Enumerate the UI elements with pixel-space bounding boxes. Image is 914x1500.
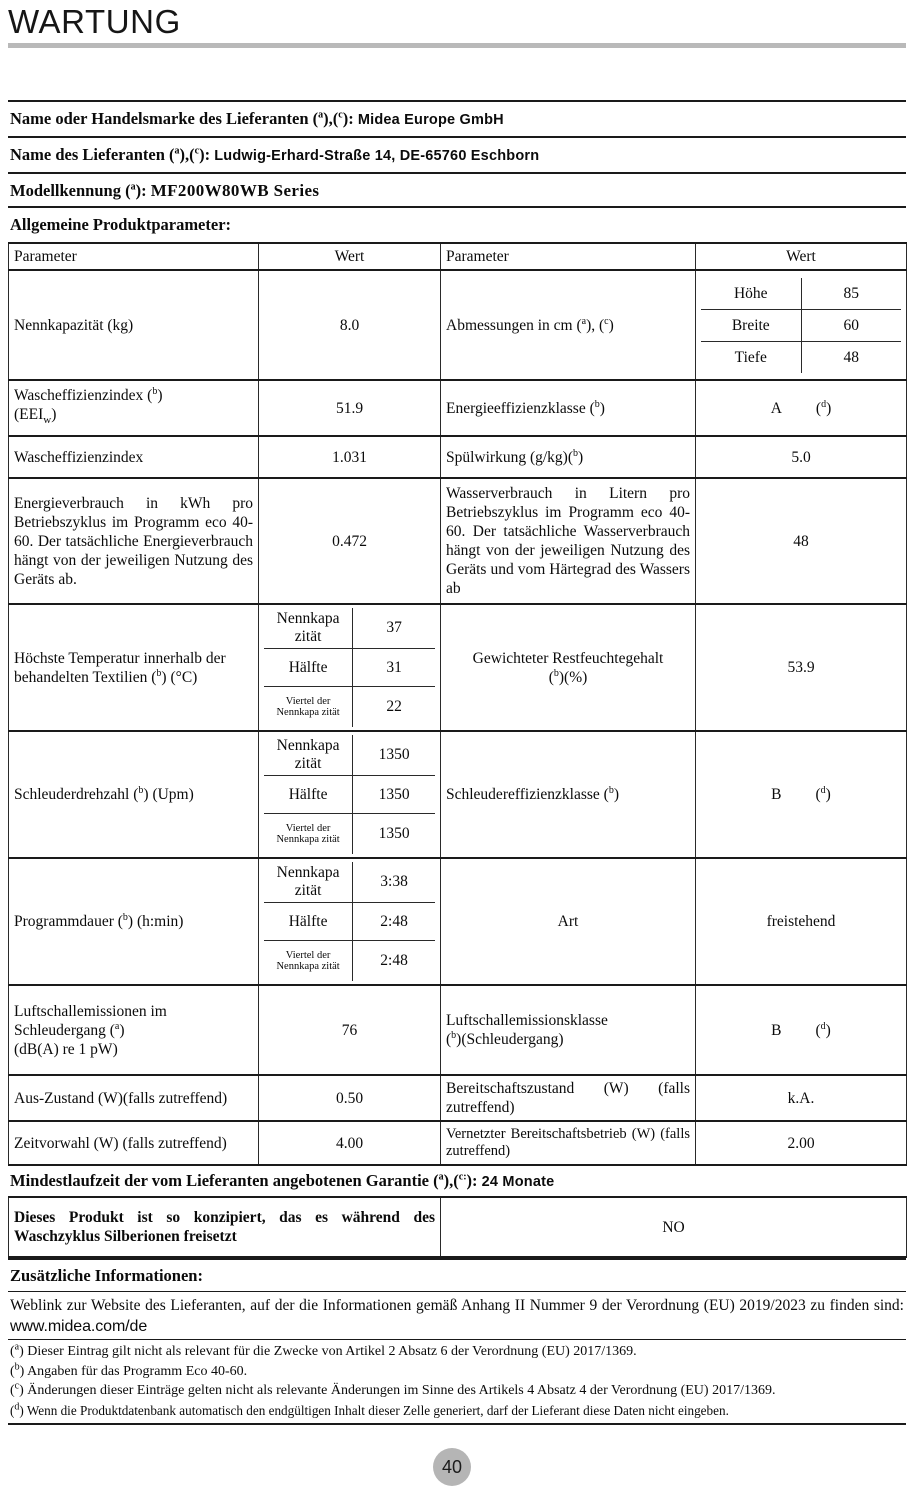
temperature-value-half: 31 [353, 649, 435, 687]
model-label: Modellkennung [10, 181, 121, 200]
table-row-washindex-rinsing [9, 436, 907, 478]
spinspeed-row-full [264, 735, 435, 776]
product-parameter-table [8, 242, 907, 1166]
supplier-address-label: Name des Lieferanten [10, 145, 165, 164]
noise-class-label: Luftschallemissionsklasse ($^b$)(Schleudergang) [441, 985, 696, 1075]
max-temperature-label-unit: (°C) [166, 668, 198, 686]
noise-label-line1: Luftschallemissionen im [14, 1002, 167, 1020]
program-duration-values-cell [259, 858, 441, 985]
duration-row-half [264, 903, 435, 941]
spin-speed-label-unit: (Upm) [148, 786, 194, 803]
footnote-ref-c: c [194, 145, 200, 157]
title-divider [8, 43, 906, 48]
rinsing-label-text: Spülwirkung (g/kg) [446, 448, 568, 466]
table-header-row [9, 243, 907, 270]
temperature-row-half [264, 649, 435, 687]
wash-index-value: 1.031 [259, 436, 441, 478]
table-row-spinspeed-spinclass [9, 731, 907, 858]
noise-class-label-line2: (Schleudergang) [461, 1031, 564, 1048]
model-identifier-row: Modellkennung ($^a$): MF200W80WB Series [8, 172, 906, 206]
footnote-marker-a: a [14, 1341, 20, 1353]
temperature-key-full: Nennkapa zität [264, 608, 353, 649]
spin-class-value: B [771, 786, 782, 803]
warranty-value: 24 Monate [481, 1174, 555, 1190]
spin-speed-values-cell [259, 731, 441, 858]
footnote-ref-a: a [114, 1020, 120, 1032]
rinsing-label: Spülwirkung (g/kg)($^b$) [441, 436, 696, 478]
off-mode-value: 0.50 [259, 1075, 441, 1121]
eei-label: Wascheffizienzindex ($^b$) $(EEI_w)$ [9, 380, 259, 436]
footnote-text-a: Dieser Eintrag gilt nicht als relevant für die Zwecke von Artikel 2 Absatz 6 der Verordnung (EU) 2017/1369. [27, 1344, 637, 1359]
footnote-marker-d: d [14, 1401, 20, 1413]
noise-class-value: B [771, 1021, 782, 1039]
footnote-ref-a: a [438, 1171, 444, 1183]
page-title: WARTUNG [8, 3, 181, 40]
dimension-row-hoehe [701, 278, 901, 310]
duration-key-full: Nennkapa zität [264, 862, 353, 903]
dimensions-values-cell [696, 270, 907, 380]
silver-ions-table [8, 1196, 907, 1258]
wash-index-label: Wascheffizienzindex [9, 436, 259, 478]
table-row-eei-energyclass [9, 380, 907, 436]
duration-row-quarter [264, 941, 435, 982]
max-temperature-label: Höchste Temperatur innerhalb der behandelten Textilien ($^b$) (°C) [9, 604, 259, 731]
table-row-duration-type [9, 858, 907, 985]
program-duration-label-unit: (h:min) [133, 913, 184, 930]
footnote-text-d: Wenn die Produktdatenbank automatisch den endgültigen Inhalt dieser Zelle generiert, darf der Lieferant diese Daten nicht eingeben. [26, 1402, 729, 1418]
dimension-key-breite: Breite [701, 309, 801, 341]
supplier-address-value: Ludwig-Erhard-Straße 14, DE-65760 Eschborn [214, 148, 540, 164]
silver-ions-label: Dieses Produkt ist so konzipiert, das es während des Waschzyklus Silberionen freisetzt [9, 1197, 441, 1257]
dimensions-label-text: Abmessungen in cm [446, 316, 573, 334]
footnote-ref-b: b [156, 667, 162, 679]
table-row-delaystart-networked [9, 1121, 907, 1165]
header-parameter-2: Parameter [441, 243, 696, 270]
spin-class-label: Schleudereffizienzklasse ($^b$) [441, 731, 696, 858]
spinspeed-key-half: Hälfte [264, 776, 353, 814]
page-number-badge: 40 [433, 1448, 471, 1486]
dimension-key-tiefe: Tiefe [701, 341, 801, 373]
footnote-ref-b: b [152, 385, 158, 397]
noise-label-line2: Schleudergang [14, 1021, 106, 1039]
dimensions-label: Abmessungen in cm ($^a$), ($^c$) [441, 270, 696, 380]
footnote-b: ($^b$) Angaben für das Programm Eco 40-60. [10, 1360, 248, 1379]
eei-value: 51.9 [259, 380, 441, 436]
header-value-1: Wert [259, 243, 441, 270]
spinspeed-key-quarter: Viertel der Nennkapa zität [264, 814, 353, 855]
water-consumption-value: 48 [696, 478, 907, 604]
footnote-ref-b: b [553, 667, 559, 679]
model-value: MF200W80WB Series [150, 181, 320, 200]
table-row-noise-noiseclass [9, 985, 907, 1075]
footnote-a: ($^a$) Dieser Eintrag gilt nicht als relevant für die Zwecke von Artikel 2 Absatz 6 der Verordnung (EU) 2017/1369. [10, 1341, 637, 1359]
spinspeed-row-quarter [264, 814, 435, 855]
noise-label-line3: (dB(A) re 1 pW) [14, 1040, 118, 1058]
duration-row-full [264, 862, 435, 903]
footnote-marker-b: b [14, 1360, 20, 1372]
program-duration-label: Programmdauer ($^b$) (h:min) [9, 858, 259, 985]
temperature-row-full [264, 608, 435, 649]
eei-label-close: ) [51, 405, 57, 423]
spinspeed-key-full: Nennkapa zität [264, 735, 353, 776]
footnote-ref-b: b [594, 398, 600, 410]
dimension-value-breite: 60 [801, 309, 901, 341]
spinspeed-row-half [264, 776, 435, 814]
energy-class-value-cell [696, 380, 907, 436]
table-row-temperature-moisture [9, 604, 907, 731]
spinspeed-value-quarter: 1350 [353, 814, 435, 855]
additional-information-block [8, 1258, 906, 1425]
footnote-ref-a: a [130, 181, 136, 193]
table-row-capacity-dimensions [9, 270, 907, 380]
supplier-brand-row: Name oder Handelsmarke des Lieferanten ($^a$),($^c$): Midea Europe GmbH [8, 100, 906, 136]
energy-consumption-value: 0.472 [259, 478, 441, 604]
spin-class-value-cell [696, 731, 907, 858]
footnote-ref-d-wrapper: ($^d$) [815, 1020, 831, 1039]
dimension-value-tiefe: 48 [801, 341, 901, 373]
dimension-key-hoehe: Höhe [701, 278, 801, 310]
footnote-ref-c: c [338, 109, 343, 121]
capacity-label: Nennkapazität (kg) [9, 270, 259, 380]
energy-consumption-label: Energieverbrauch in kWh pro Betriebszyklus im Programm eco 40-60. Der tatsächliche Energieverbrauch hängt von der jeweiligen Nutzung des Geräts ab. [9, 478, 259, 604]
off-mode-label: Aus-Zustand (W)(falls zutreffend) [9, 1075, 259, 1121]
supplier-address-row: Name des Lieferanten ($^a$),($^c$): Ludwig-Erhard-Straße 14, DE-65760 Eschborn [8, 136, 906, 172]
eei-label-eei: (EEI [14, 405, 44, 423]
footnote-ref-b: b [138, 784, 144, 796]
footnote-d: ($^d$) Wenn die Produktdatenbank automatisch den endgültigen Inhalt dieser Zelle generiert, darf der Lieferant diese Daten nicht eingeben. [10, 1401, 729, 1418]
silver-ions-value: NO [441, 1197, 907, 1257]
table-row-silver-ions [9, 1197, 907, 1257]
noise-value: 76 [259, 985, 441, 1075]
type-value: freistehend [696, 858, 907, 985]
footnote-ref-d: d [820, 1020, 826, 1032]
residual-moisture-value: 53.9 [696, 604, 907, 731]
noise-class-label-line1: Luftschallemissionsklasse [446, 1012, 608, 1029]
warranty-label: Mindestlaufzeit der vom Lieferanten angebotenen Garantie [10, 1171, 430, 1190]
program-duration-label-text: Programmdauer [14, 913, 114, 930]
weblink-row [8, 1292, 906, 1340]
networked-standby-value: 2.00 [696, 1121, 907, 1165]
residual-moisture-label: Gewichteter Restfeuchtegehalt ($^b$)(%) [441, 604, 696, 731]
supplier-brand-value: Midea Europe GmbH [357, 112, 504, 128]
program-duration-subtable [264, 862, 435, 981]
capacity-value: 8.0 [259, 270, 441, 380]
eei-label-text: Wascheffizienzindex [14, 386, 144, 404]
footnote-ref-b: b [573, 447, 579, 459]
general-parameters-heading-label: Allgemeine Produktparameter: [10, 215, 232, 234]
warranty-row: Mindestlaufzeit der vom Lieferanten angebotenen Garantie ($^a$),($^{c:}$): 24 Monate [10, 1171, 555, 1190]
temperature-value-full: 37 [353, 608, 435, 649]
max-temperature-label-line1: Höchste Temperatur innerhalb der [14, 649, 226, 667]
footnote-ref-d-wrapper: ($^d$) [815, 398, 832, 417]
type-label: Art [441, 858, 696, 985]
general-parameters-heading [8, 206, 906, 242]
delay-start-value: 4.00 [259, 1121, 441, 1165]
duration-key-quarter: Viertel der Nennkapa zität [264, 941, 353, 982]
footnote-ref-d: d [820, 784, 826, 796]
dimension-row-tiefe [701, 341, 901, 373]
residual-moisture-label-unit: (%) [564, 668, 588, 686]
supplier-brand-label: Name oder Handelsmarke des Lieferanten [10, 109, 309, 128]
duration-value-full: 3:38 [353, 862, 435, 903]
footnote-text-b: Angaben für das Programm Eco 40-60. [27, 1363, 248, 1379]
energy-class-label: Energieeffizienzklasse ($^b$) [441, 380, 696, 436]
header-value-2: Wert [696, 243, 907, 270]
delay-start-label: Zeitvorwahl (W) (falls zutreffend) [9, 1121, 259, 1165]
duration-key-half: Hälfte [264, 903, 353, 941]
residual-moisture-label-text: Gewichteter Restfeuchtegehalt [472, 649, 664, 667]
dimensions-subtable [701, 278, 901, 373]
footnote-ref-b: b [451, 1029, 457, 1041]
footnote-ref-c: c [604, 315, 609, 327]
weblink-text: Weblink zur Website des Lieferanten, auf der die Informationen gemäß Anhang II Nummer 9 der Verordnung (EU) 2019/2023 zu finden sind: [10, 1297, 904, 1314]
footnote-text-c: Änderungen dieser Einträge gelten nicht als relevante Änderungen im Sinne des Artikels 4 Absatz 4 der Verordnung (EU) 2017/1369. [27, 1383, 776, 1398]
energy-class-value: A [770, 399, 782, 417]
duration-value-half: 2:48 [353, 903, 435, 941]
footnote-ref-b: b [608, 784, 614, 796]
max-temperature-values-cell [259, 604, 441, 731]
footnote-ref-a: a [318, 109, 324, 121]
footnote-ref-d-wrapper: ($^d$) [815, 784, 831, 803]
table-row-energy-water-consumption [9, 478, 907, 604]
footnote-marker-c: c [14, 1380, 20, 1392]
footnote-ref-d: d [821, 398, 827, 410]
networked-standby-label: Vernetzter Bereitschaftsbetrieb (W) (falls zutreffend) [441, 1121, 696, 1165]
duration-value-quarter: 2:48 [353, 941, 435, 982]
footnote-ref-c: c: [458, 1171, 467, 1183]
standby-label: Bereitschaftszustand (W) (falls zutreffend) [441, 1075, 696, 1121]
spinspeed-value-half: 1350 [353, 776, 435, 814]
spin-speed-subtable [264, 735, 435, 854]
footnote-ref-b: b [122, 911, 128, 923]
energy-class-label-text: Energieeffizienzklasse [446, 399, 586, 417]
temperature-row-quarter [264, 687, 435, 728]
footnotes-list [8, 1340, 906, 1425]
standby-value: k.A. [696, 1075, 907, 1121]
page-header [8, 0, 906, 42]
spin-speed-label: Schleuderdrehzahl ($^b$) (Upm) [9, 731, 259, 858]
dimension-value-hoehe: 85 [801, 278, 901, 310]
product-information-sheet [8, 100, 906, 1425]
temperature-key-quarter: Viertel der Nennkapa zität [264, 687, 353, 728]
weblink-url[interactable]: www.midea.com/de [10, 1318, 148, 1335]
max-temperature-label-line2: behandelten Textilien [14, 668, 148, 686]
noise-class-value-cell [696, 985, 907, 1075]
spinspeed-value-full: 1350 [353, 735, 435, 776]
additional-information-heading: Zusätzliche Informationen: [8, 1258, 906, 1292]
temperature-value-quarter: 22 [353, 687, 435, 728]
temperature-key-half: Hälfte [264, 649, 353, 687]
spin-class-label-text: Schleudereffizienzklasse [446, 786, 600, 803]
footnote-c: ($^c$) Änderungen dieser Einträge gelten nicht als relevante Änderungen im Sinne des Artikels 4 Absatz 4 der Verordnung (EU) 2017/1369. [10, 1380, 776, 1398]
header-parameter-1: Parameter [9, 243, 259, 270]
footnote-ref-a: a [174, 145, 180, 157]
noise-label: Luftschallemissionen im Schleudergang ($^a$) (dB(A) re 1 pW) [9, 985, 259, 1075]
dimension-row-breite [701, 309, 901, 341]
table-row-offmode-standby [9, 1075, 907, 1121]
spin-speed-label-text: Schleuderdrehzahl [14, 786, 130, 803]
water-consumption-label: Wasserverbrauch in Litern pro Betriebszyklus im Programm eco 40-60. Der tatsächliche Wasserverbrauch hängt von der jeweiligen Nutzung des Geräts und vom Härtegrad des Wassers ab [441, 478, 696, 604]
footnote-ref-a: a [581, 315, 587, 327]
max-temperature-subtable [264, 608, 435, 727]
eei-subscript-w: w [43, 414, 52, 427]
rinsing-value: 5.0 [696, 436, 907, 478]
